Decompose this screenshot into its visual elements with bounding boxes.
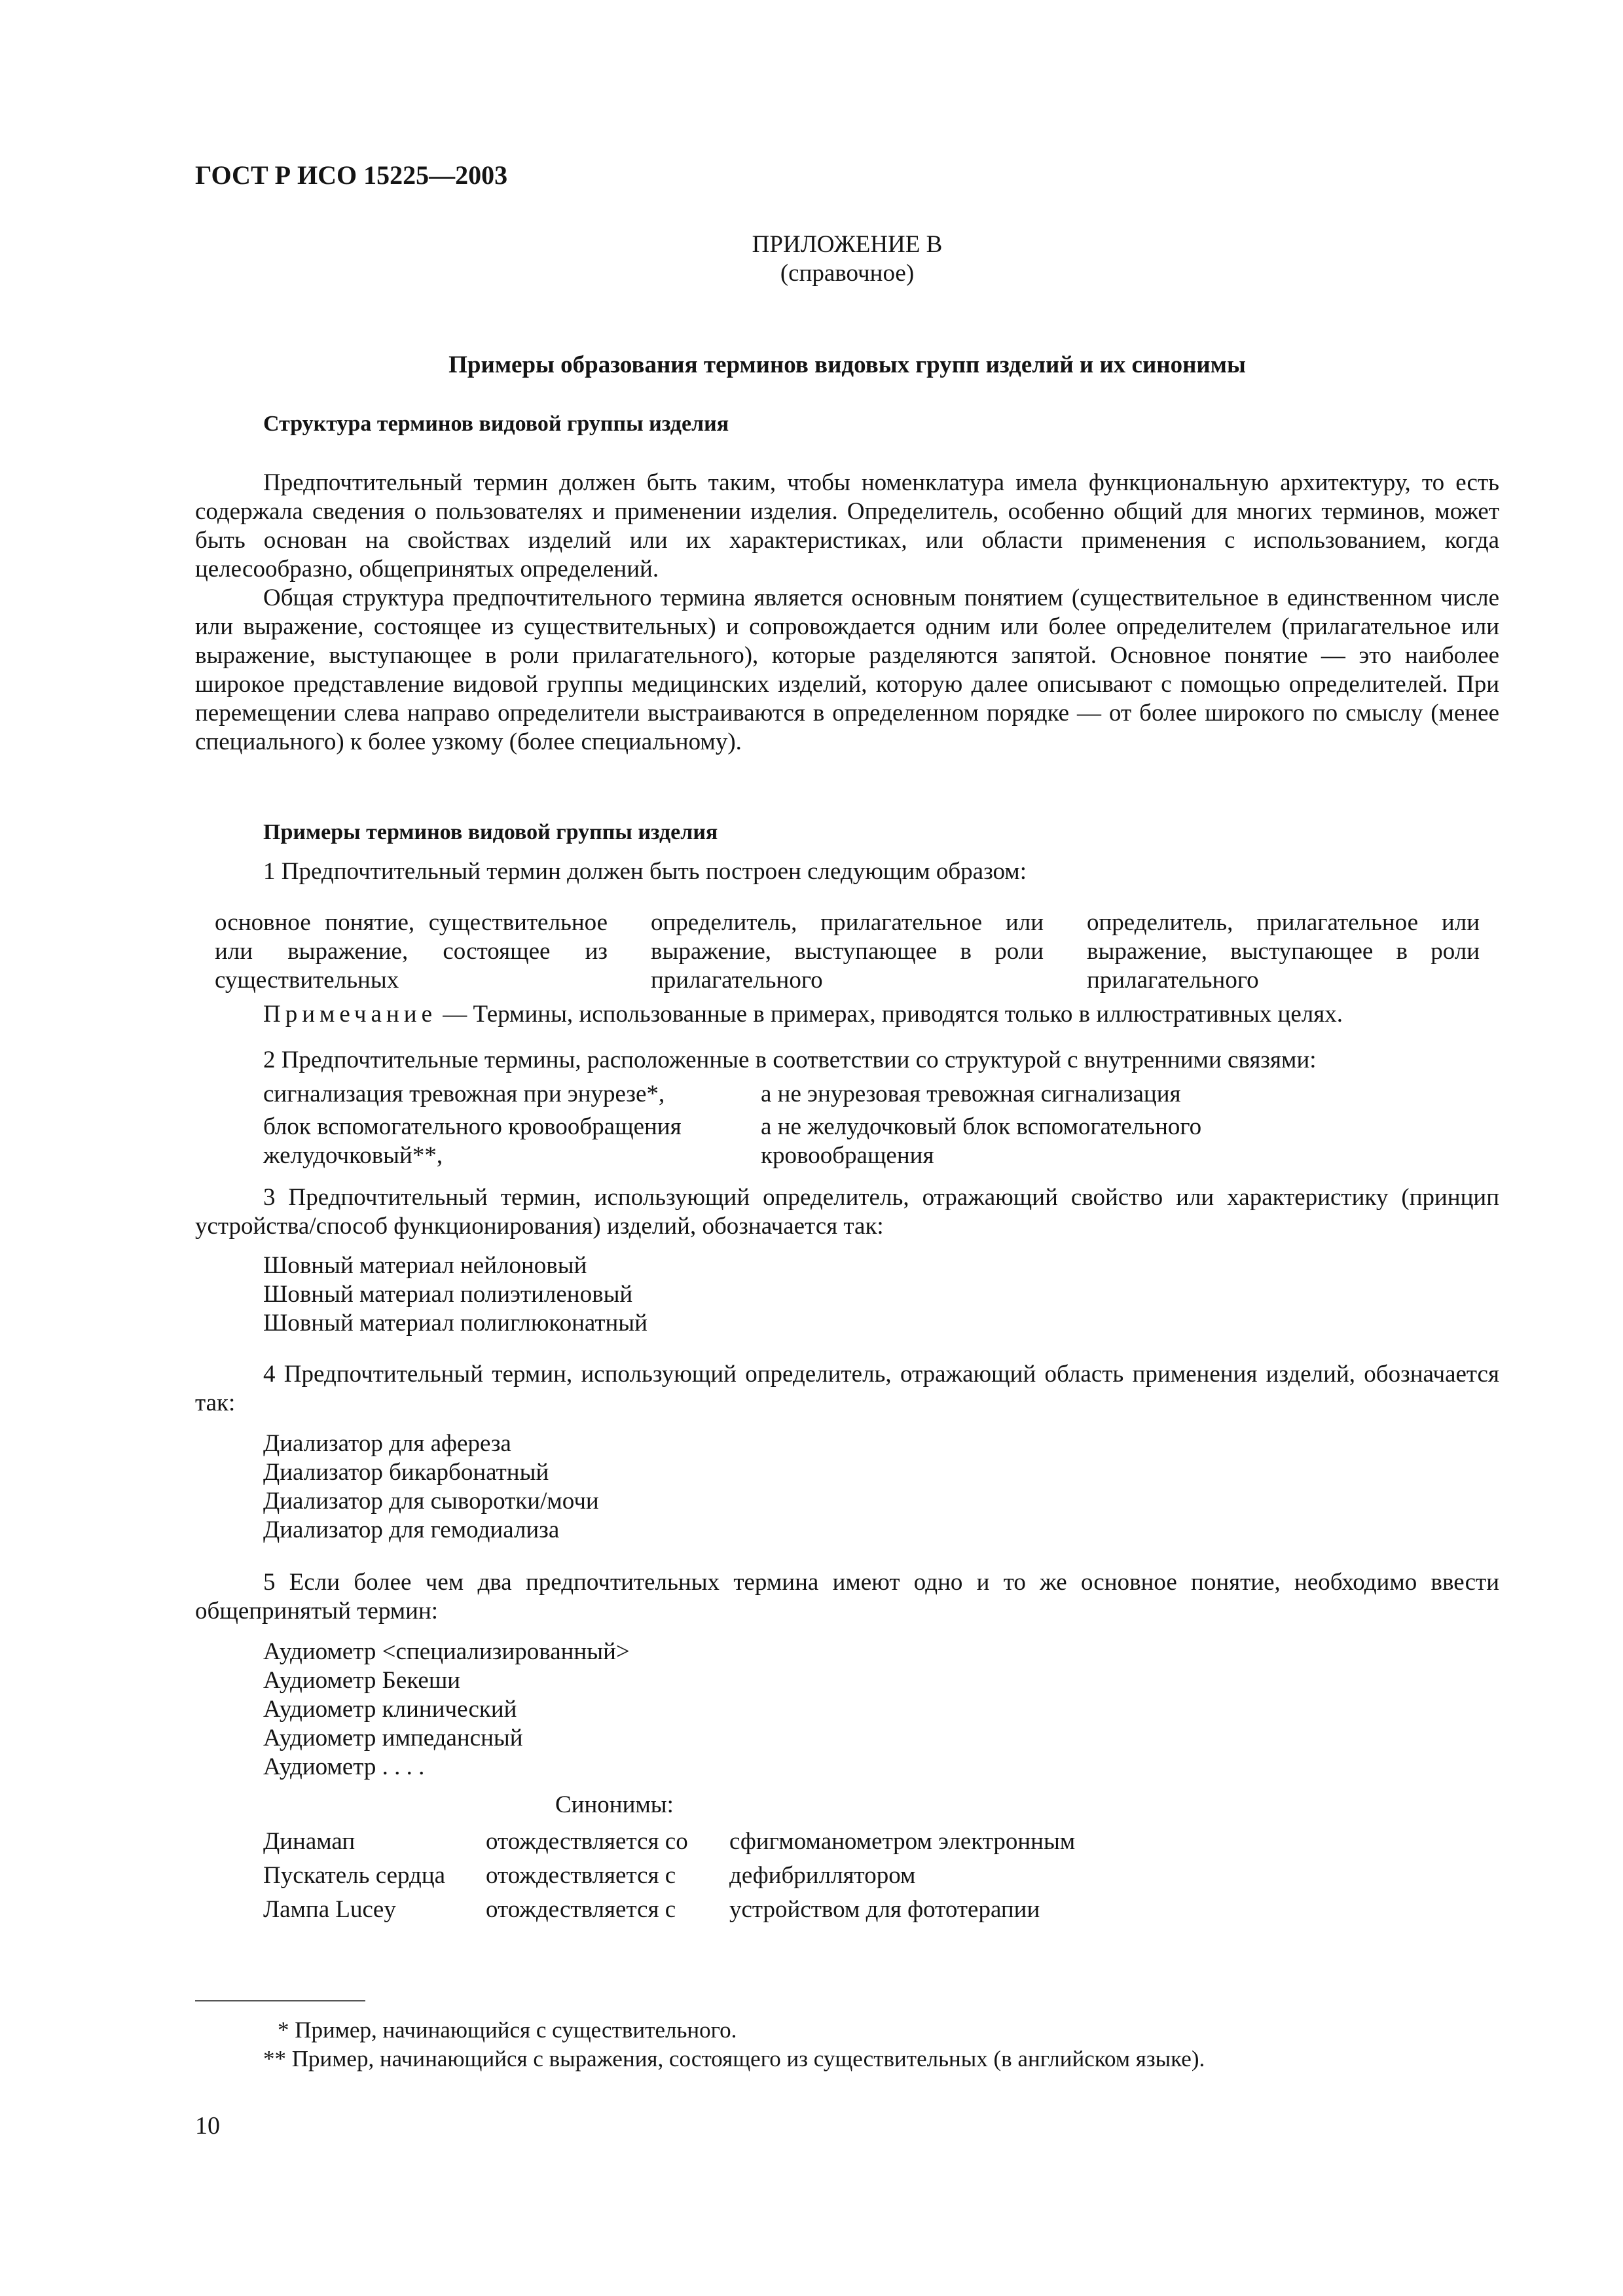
structure-heading: Структура терминов видовой группы изделия [263,412,729,436]
synonyms-heading: Синонимы: [555,1791,674,1818]
paragraph-1: Предпочтительный термин должен быть таким, чтобы номенклатура имела функциональную архитектуру, то есть содержала сведения о пользователях и применении изделия. Определитель, особенно общий для многих терминов, может быть основан на свойствах изделий или их характеристиках, или области применения с использованием, когда целесообразно, общепринятых определений. [195,469,1499,583]
example-5-list [263,1638,630,1782]
list-item: Шовный материал нейлоновый [263,1252,587,1279]
synonym-target: дефибриллятором [729,1862,916,1889]
synonym-row [263,1827,1188,1856]
synonym-term: Динамап [263,1828,356,1855]
synonym-relation: отождествляется с [486,1862,676,1889]
example-3-text [195,1183,1499,1241]
example-4-line: 4 Предпочтительный термин, использующий определитель, отражающий область применения изделий, обозначается так: [195,1361,1499,1416]
note-text: — Термины, использованные в примерах, приводятся только в иллюстративных целях. [437,1001,1343,1028]
column-qualifier-1: определитель, прилагательное или выражение, выступающее в роли прилагательного [651,909,1044,994]
example-2-text [195,1046,1499,1075]
synonym-row [263,1861,1188,1890]
footnote-2: ** Пример, начинающийся с выражения, состоящего из существительных (в английском языке). [263,2046,1205,2072]
list-item: Аудиометр клинический [263,1696,517,1723]
note-label: Примечание [263,1001,437,1028]
synonym-term: Пускатель сердца [263,1862,446,1889]
synonym-row [263,1895,1188,1924]
synonym-relation: отождествляется со [486,1828,688,1855]
list-item: Шовный материал полиэтиленовый [263,1281,633,1308]
list-item: Шовный материал полиглюконатный [263,1310,647,1336]
column-qualifier-2: определитель, прилагательное или выражение, выступающее в роли прилагательного [1087,909,1480,994]
pair-right: а не желудочковый блок вспомогательного кровообращения [761,1113,1202,1169]
list-item: Аудиометр <специализированный> [263,1638,630,1665]
document-header: ГОСТ Р ИСО 15225—2003 [195,160,508,190]
list-item: Диализатор для сыворотки/мочи [263,1488,599,1515]
synonym-term: Лампа Lucey [263,1896,396,1923]
synonym-relation: отождествляется с [486,1896,676,1923]
pair-left: блок вспомогательного кровообращения желудочковый**, [263,1113,682,1169]
column-base-concept: основное понятие, существительное или выражение, состоящее из существительных [215,909,608,994]
synonym-target: устройством для фототерапии [729,1896,1040,1923]
main-title: Примеры образования терминов видовых групп изделий и их синонимы [448,351,1246,378]
list-item: Аудиометр Бекеши [263,1667,461,1694]
synonym-target: сфигмоманометром электронным [729,1828,1076,1855]
page-number: 10 [195,2112,220,2140]
list-item: Аудиометр . . . . [263,1753,425,1780]
note [195,1000,1499,1029]
paragraph-2: Общая структура предпочтительного термина является основным понятием (существительное в единственном числе или выражение, состоящее из существительных) и сопровождается одним или более определителем (прилагательное или выражение, выступающее в роли прилагательного), которые разделяются запятой. Основное понятие — это наиболее широкое представление видовой группы медицинских изделий, которую далее описывают с помощью определителей. При перемещении слева направо определители выстраиваются в определенном порядке — от более широкого по смыслу (менее специального) к более узкому (более специальному). [195,584,1499,755]
footnotes [195,2016,1499,2073]
pair-row-2 [263,1113,1350,1170]
pair-row-1 [263,1080,1350,1109]
appendix-subtitle: (справочное) [780,260,915,287]
list-item: Диализатор для афереза [263,1430,511,1457]
pair-right: а не энурезовая тревожная сигнализация [761,1081,1181,1107]
pair-left: сигнализация тревожная при энурезе*, [263,1081,665,1107]
example-4-text [195,1360,1499,1418]
structure-section [195,410,1499,439]
list-item: Диализатор бикарбонатный [263,1459,549,1486]
appendix-title: ПРИЛОЖЕНИЕ В [752,231,943,258]
list-item: Диализатор для гемодиализа [263,1516,560,1543]
example-1-text [195,857,1499,886]
footnote-divider [195,2000,365,2001]
example-4-list [263,1429,599,1545]
examples-heading: Примеры терминов видовой группы изделия [263,820,718,844]
list-item: Аудиометр импедансный [263,1725,523,1751]
example-5-line: 5 Если более чем два предпочтительных термина имеют одно и то же основное понятие, необходимо ввести общепринятый термин: [195,1569,1499,1624]
example-3-list [263,1251,647,1338]
examples-section [195,818,1499,847]
example-2-line: 2 Предпочтительные термины, расположенные в соответствии со структурой с внутренними связями: [263,1047,1317,1073]
footnote-1: * Пример, начинающийся с существительного. [278,2017,737,2043]
example-3-line: 3 Предпочтительный термин, использующий определитель, отражающий свойство или характеристику (принцип устройства/способ функционирования) изделий, обозначается так: [195,1184,1499,1240]
intro-paragraphs [195,469,1499,757]
structure-columns [215,908,1480,995]
example-5-text [195,1568,1499,1626]
example-1-line: 1 Предпочтительный термин должен быть построен следующим образом: [263,858,1027,885]
